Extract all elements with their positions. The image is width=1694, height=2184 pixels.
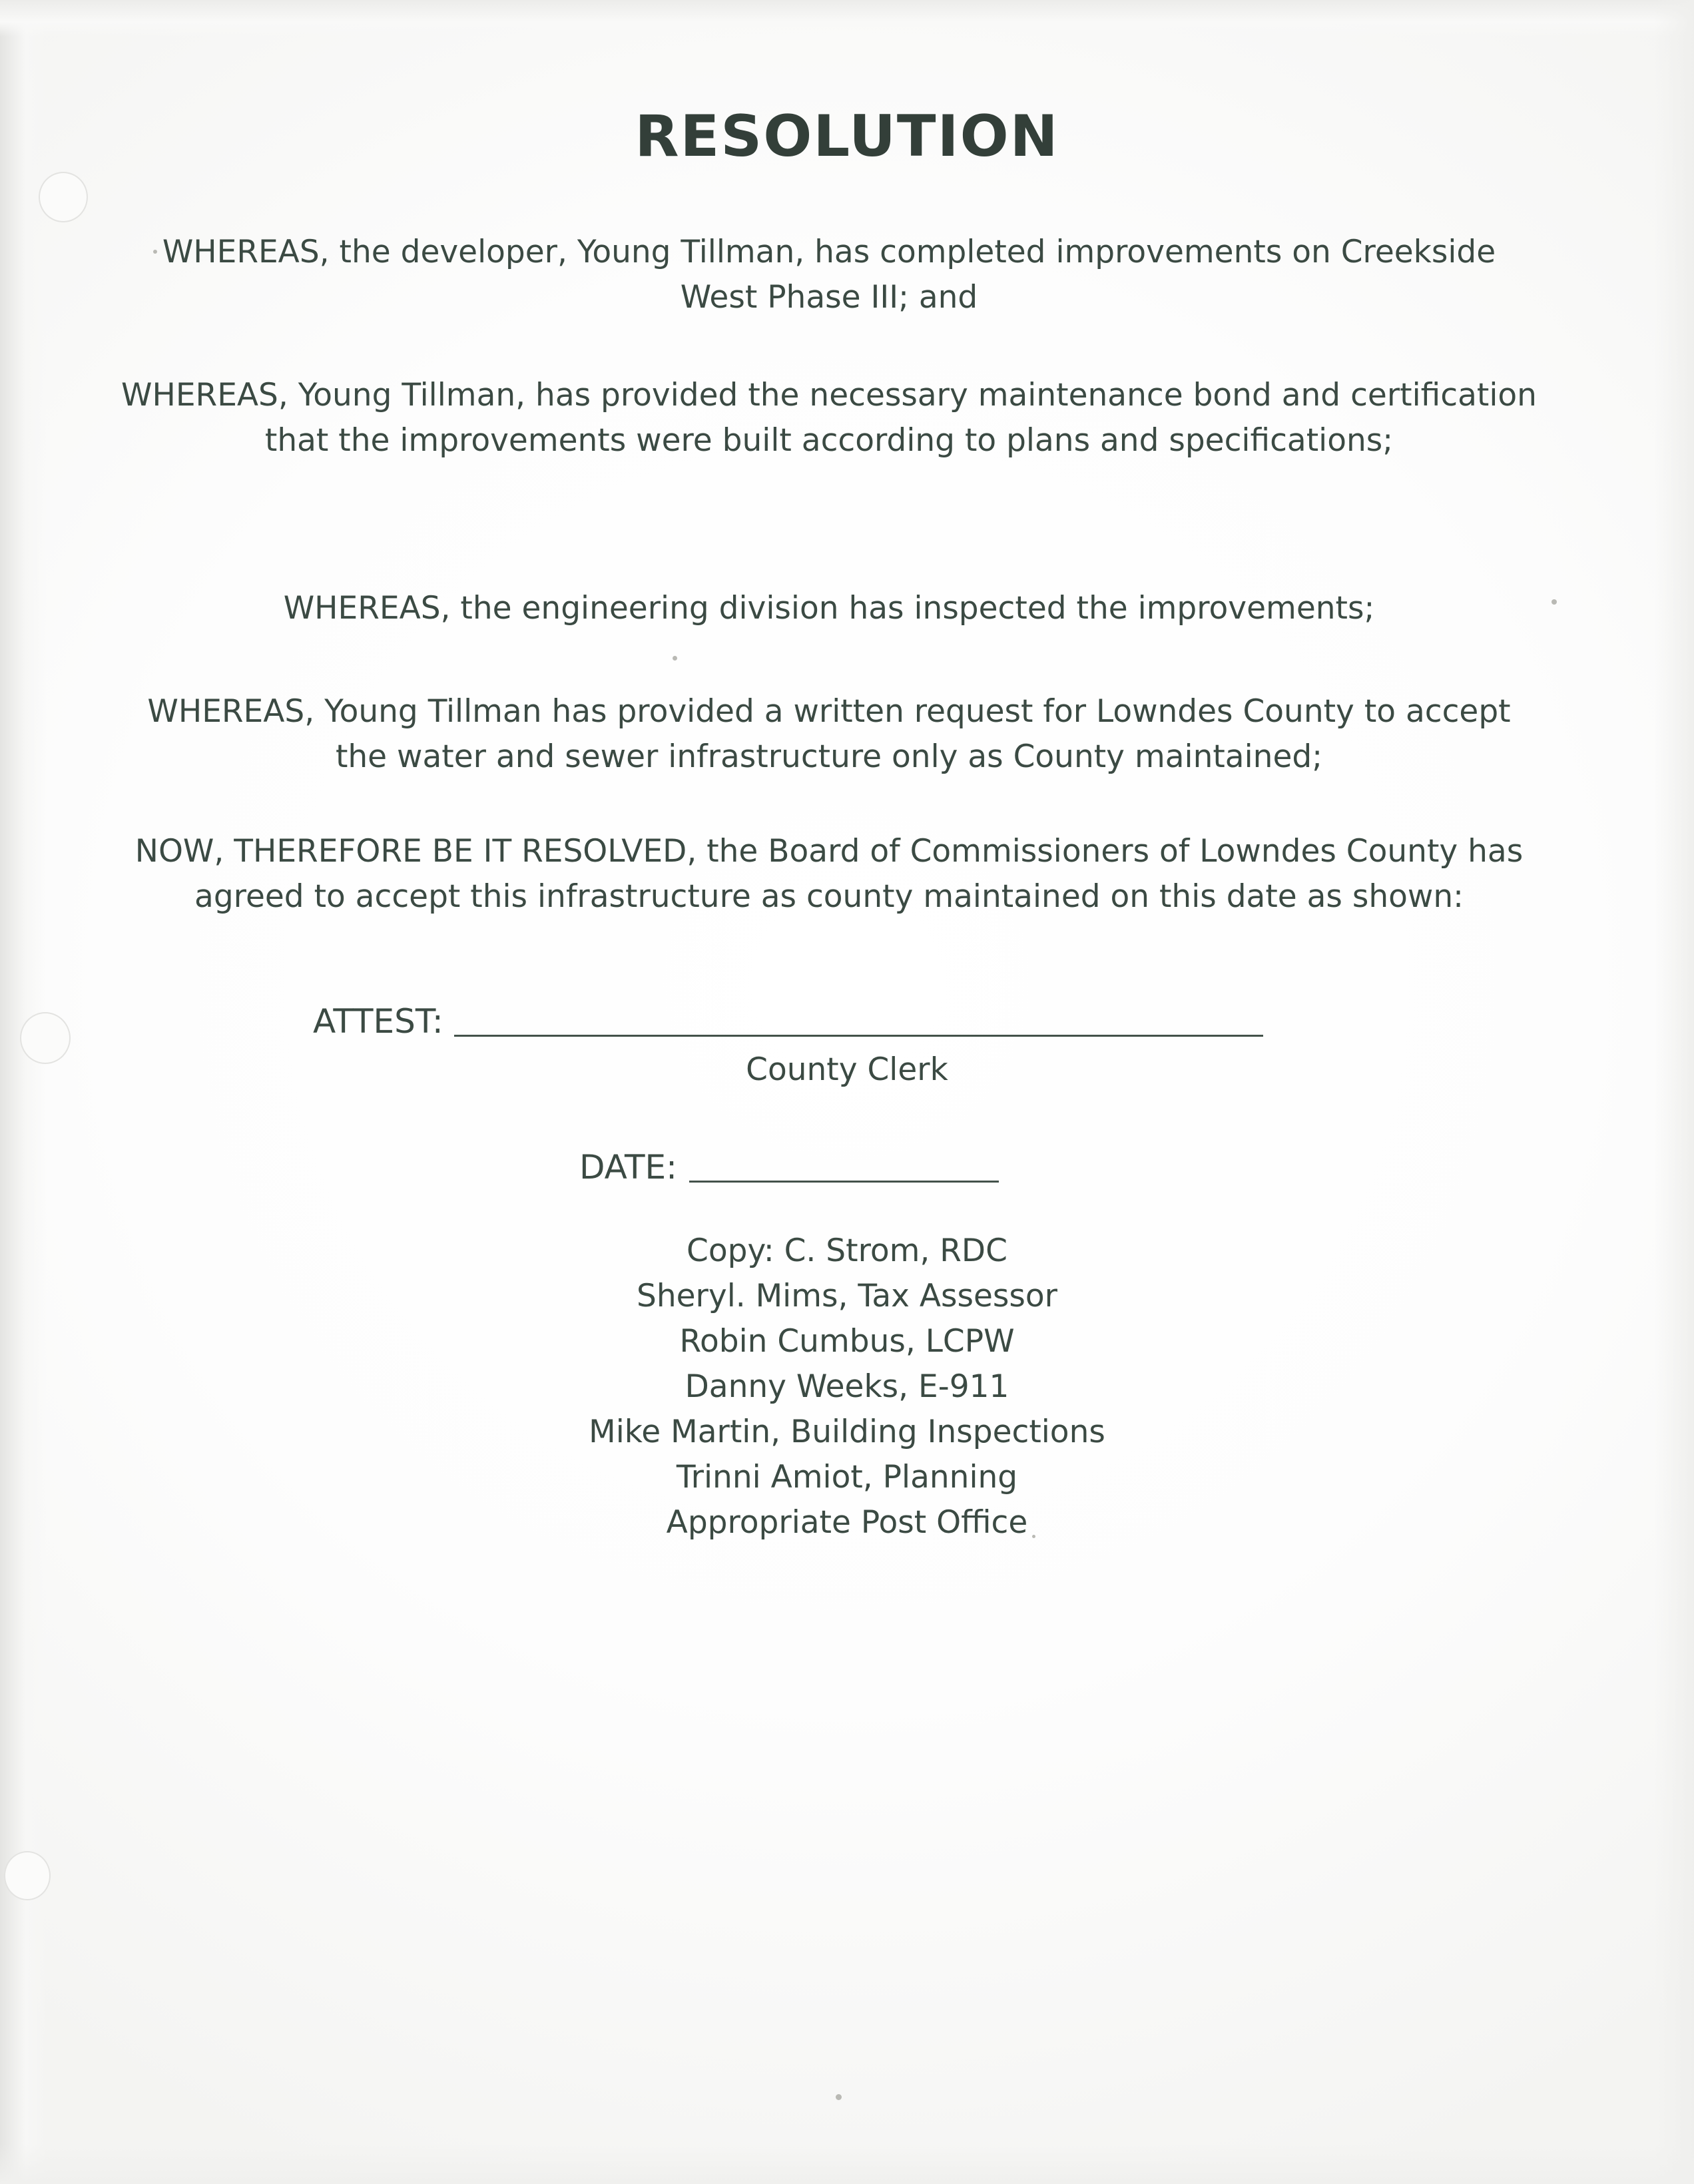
attest-row bbox=[313, 1002, 1312, 1042]
date-label: DATE: bbox=[579, 1148, 677, 1187]
copy-list-item: Copy: C. Strom, RDC bbox=[687, 1232, 1007, 1269]
copy-distribution-list bbox=[0, 1228, 1694, 1545]
paragraph-whereas-3: WHEREAS, the engineering division has inspected the improvements; bbox=[283, 590, 1375, 627]
paragraph-now-therefore: NOW, THEREFORE BE IT RESOLVED, the Board of Commissioners of Lowndes County has agreed to accept this infrastructure as county maintained on this date as shown: bbox=[135, 833, 1524, 915]
copy-list-item: Sheryl. Mims, Tax Assessor bbox=[637, 1278, 1057, 1314]
date-entry-line bbox=[689, 1181, 999, 1183]
signature-block bbox=[0, 1002, 1694, 1188]
copy-list-item: Robin Cumbus, LCPW bbox=[679, 1323, 1015, 1360]
copy-list-item: Trinni Amiot, Planning bbox=[676, 1459, 1018, 1496]
document-title: RESOLUTION bbox=[635, 103, 1059, 170]
paragraph-whereas-4: WHEREAS, Young Tillman has provided a written request for Lowndes County to accept the water and sewer infrastructure only as County maintained; bbox=[147, 693, 1511, 775]
attest-label: ATTEST: bbox=[313, 1002, 443, 1041]
paragraph-whereas-1: WHEREAS, the developer, Young Tillman, has completed improvements on Creekside West Phase III; and bbox=[162, 234, 1496, 316]
attest-signature-line bbox=[454, 1035, 1263, 1037]
paragraph-whereas-2: WHEREAS, Young Tillman, has provided the necessary maintenance bond and certification that the improvements were built according to plans and specifications; bbox=[121, 377, 1537, 459]
copy-list-item: Mike Martin, Building Inspections bbox=[589, 1414, 1105, 1450]
copy-list-item: Danny Weeks, E-911 bbox=[685, 1368, 1009, 1405]
date-row bbox=[579, 1148, 1179, 1188]
county-clerk-caption: County Clerk bbox=[746, 1051, 948, 1088]
copy-list-item: Appropriate Post Office bbox=[666, 1504, 1028, 1541]
